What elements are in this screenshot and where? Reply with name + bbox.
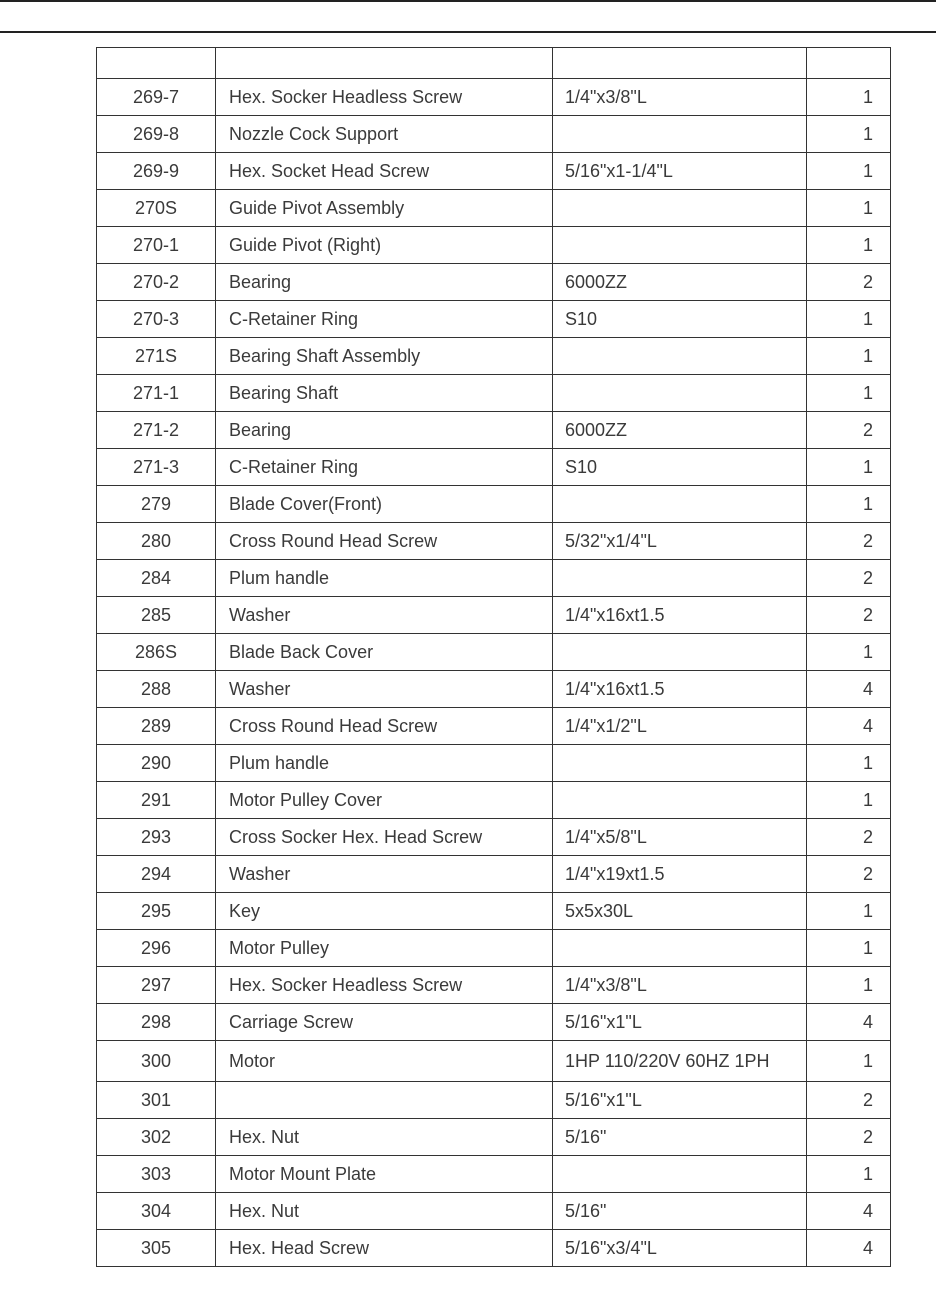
description-cell: Hex. Head Screw [216, 1230, 553, 1267]
table-row [97, 486, 891, 523]
specification-cell [553, 560, 807, 597]
table-row [97, 375, 891, 412]
part-number-cell: 291 [97, 782, 216, 819]
part-number-cell: 270S [97, 190, 216, 227]
part-number-cell: 302 [97, 1119, 216, 1156]
description-cell: Hex. Socker Headless Screw [216, 967, 553, 1004]
header-cell-description [216, 48, 553, 79]
description-cell: Bearing [216, 412, 553, 449]
header-cell-specification [553, 48, 807, 79]
description-cell: Guide Pivot (Right) [216, 227, 553, 264]
table-row [97, 708, 891, 745]
quantity-cell: 1 [807, 79, 891, 116]
quantity-cell: 1 [807, 782, 891, 819]
description-cell: Hex. Nut [216, 1193, 553, 1230]
description-cell: Hex. Socker Headless Screw [216, 79, 553, 116]
quantity-cell: 2 [807, 597, 891, 634]
table-row [97, 560, 891, 597]
quantity-cell: 2 [807, 560, 891, 597]
quantity-cell: 2 [807, 412, 891, 449]
specification-cell: 1/4"x1/2"L [553, 708, 807, 745]
quantity-cell: 1 [807, 1041, 891, 1082]
description-cell: Blade Cover(Front) [216, 486, 553, 523]
specification-cell [553, 634, 807, 671]
quantity-cell: 1 [807, 301, 891, 338]
description-cell: Blade Back Cover [216, 634, 553, 671]
specification-cell [553, 930, 807, 967]
description-cell: C-Retainer Ring [216, 301, 553, 338]
quantity-cell: 1 [807, 190, 891, 227]
description-cell: Plum handle [216, 560, 553, 597]
description-cell: Nozzle Cock Support [216, 116, 553, 153]
part-number-cell: 286S [97, 634, 216, 671]
description-cell: Washer [216, 671, 553, 708]
part-number-cell: 290 [97, 745, 216, 782]
table-row [97, 301, 891, 338]
specification-cell: S10 [553, 301, 807, 338]
quantity-cell: 1 [807, 227, 891, 264]
description-cell: Motor Pulley Cover [216, 782, 553, 819]
table-row [97, 523, 891, 560]
table-row [97, 967, 891, 1004]
specification-cell [553, 1156, 807, 1193]
specification-cell: 5x5x30L [553, 893, 807, 930]
table-row [97, 597, 891, 634]
table-row [97, 671, 891, 708]
part-number-cell: 271S [97, 338, 216, 375]
part-number-cell: 270-2 [97, 264, 216, 301]
quantity-cell: 2 [807, 856, 891, 893]
table-header-row [97, 48, 891, 79]
specification-cell: 5/16"x3/4"L [553, 1230, 807, 1267]
specification-cell: 5/16"x1"L [553, 1082, 807, 1119]
table-row [97, 264, 891, 301]
table-row [97, 227, 891, 264]
part-number-cell: 270-3 [97, 301, 216, 338]
parts-list-table [96, 47, 891, 1267]
part-number-cell: 289 [97, 708, 216, 745]
description-cell: Plum handle [216, 745, 553, 782]
part-number-cell: 271-1 [97, 375, 216, 412]
specification-cell [553, 782, 807, 819]
part-number-cell: 301 [97, 1082, 216, 1119]
table-row [97, 893, 891, 930]
quantity-cell: 1 [807, 338, 891, 375]
table-row [97, 116, 891, 153]
part-number-cell: 303 [97, 1156, 216, 1193]
part-number-cell: 284 [97, 560, 216, 597]
table-row [97, 449, 891, 486]
table-row [97, 930, 891, 967]
part-number-cell: 288 [97, 671, 216, 708]
header-rule [0, 31, 936, 33]
part-number-cell: 269-9 [97, 153, 216, 190]
specification-cell: 1/4"x19xt1.5 [553, 856, 807, 893]
part-number-cell: 296 [97, 930, 216, 967]
specification-cell: 1/4"x3/8"L [553, 79, 807, 116]
specification-cell: 1/4"x16xt1.5 [553, 597, 807, 634]
description-cell: Key [216, 893, 553, 930]
quantity-cell: 1 [807, 967, 891, 1004]
top-rule [0, 0, 936, 2]
description-cell: Washer [216, 597, 553, 634]
specification-cell [553, 338, 807, 375]
part-number-cell: 270-1 [97, 227, 216, 264]
description-cell: Washer [216, 856, 553, 893]
table-row [97, 634, 891, 671]
table-row [97, 856, 891, 893]
table-row [97, 1193, 891, 1230]
quantity-cell: 4 [807, 708, 891, 745]
specification-cell: 5/16" [553, 1193, 807, 1230]
specification-cell [553, 375, 807, 412]
part-number-cell: 269-8 [97, 116, 216, 153]
quantity-cell: 4 [807, 1193, 891, 1230]
quantity-cell: 2 [807, 1082, 891, 1119]
quantity-cell: 2 [807, 523, 891, 560]
quantity-cell: 4 [807, 1230, 891, 1267]
part-number-cell: 295 [97, 893, 216, 930]
table-row [97, 1004, 891, 1041]
specification-cell [553, 116, 807, 153]
description-cell: Bearing Shaft [216, 375, 553, 412]
table-row [97, 412, 891, 449]
part-number-cell: 271-3 [97, 449, 216, 486]
specification-cell [553, 745, 807, 782]
table-row [97, 1041, 891, 1082]
table-row [97, 745, 891, 782]
specification-cell: 1HP 110/220V 60HZ 1PH [553, 1041, 807, 1082]
table-row [97, 79, 891, 116]
specification-cell [553, 227, 807, 264]
quantity-cell: 1 [807, 153, 891, 190]
quantity-cell: 1 [807, 893, 891, 930]
table-row [97, 338, 891, 375]
part-number-cell: 300 [97, 1041, 216, 1082]
specification-cell [553, 190, 807, 227]
specification-cell: 6000ZZ [553, 412, 807, 449]
specification-cell: 1/4"x16xt1.5 [553, 671, 807, 708]
header-cell-no [97, 48, 216, 79]
part-number-cell: 293 [97, 819, 216, 856]
table-row [97, 819, 891, 856]
description-cell: Motor [216, 1041, 553, 1082]
part-number-cell: 280 [97, 523, 216, 560]
quantity-cell: 2 [807, 819, 891, 856]
specification-cell: 6000ZZ [553, 264, 807, 301]
description-cell: Motor Mount Plate [216, 1156, 553, 1193]
table-row [97, 1230, 891, 1267]
quantity-cell: 1 [807, 1156, 891, 1193]
quantity-cell: 2 [807, 1119, 891, 1156]
part-number-cell: 298 [97, 1004, 216, 1041]
description-cell: Motor Pulley [216, 930, 553, 967]
description-cell: Carriage Screw [216, 1004, 553, 1041]
specification-cell [553, 486, 807, 523]
specification-cell: 1/4"x3/8"L [553, 967, 807, 1004]
table-row [97, 190, 891, 227]
part-number-cell: 269-7 [97, 79, 216, 116]
description-cell: C-Retainer Ring [216, 449, 553, 486]
part-number-cell: 305 [97, 1230, 216, 1267]
part-number-cell: 294 [97, 856, 216, 893]
specification-cell: S10 [553, 449, 807, 486]
description-cell: Cross Round Head Screw [216, 708, 553, 745]
description-cell: Bearing [216, 264, 553, 301]
quantity-cell: 2 [807, 264, 891, 301]
description-cell [216, 1082, 553, 1119]
specification-cell: 5/16"x1"L [553, 1004, 807, 1041]
part-number-cell: 279 [97, 486, 216, 523]
description-cell: Hex. Socket Head Screw [216, 153, 553, 190]
quantity-cell: 1 [807, 375, 891, 412]
specification-cell: 1/4"x5/8"L [553, 819, 807, 856]
quantity-cell: 1 [807, 449, 891, 486]
part-number-cell: 285 [97, 597, 216, 634]
header-cell-quantity [807, 48, 891, 79]
specification-cell: 5/32"x1/4"L [553, 523, 807, 560]
quantity-cell: 4 [807, 1004, 891, 1041]
part-number-cell: 297 [97, 967, 216, 1004]
description-cell: Hex. Nut [216, 1119, 553, 1156]
part-number-cell: 271-2 [97, 412, 216, 449]
quantity-cell: 4 [807, 671, 891, 708]
table-row [97, 1119, 891, 1156]
part-number-cell: 304 [97, 1193, 216, 1230]
quantity-cell: 1 [807, 930, 891, 967]
quantity-cell: 1 [807, 634, 891, 671]
description-cell: Cross Socker Hex. Head Screw [216, 819, 553, 856]
table-row [97, 153, 891, 190]
specification-cell: 5/16" [553, 1119, 807, 1156]
quantity-cell: 1 [807, 745, 891, 782]
quantity-cell: 1 [807, 116, 891, 153]
description-cell: Bearing Shaft Assembly [216, 338, 553, 375]
description-cell: Guide Pivot Assembly [216, 190, 553, 227]
description-cell: Cross Round Head Screw [216, 523, 553, 560]
specification-cell: 5/16"x1-1/4"L [553, 153, 807, 190]
quantity-cell: 1 [807, 486, 891, 523]
table-row [97, 1082, 891, 1119]
table-row [97, 1156, 891, 1193]
table-row [97, 782, 891, 819]
